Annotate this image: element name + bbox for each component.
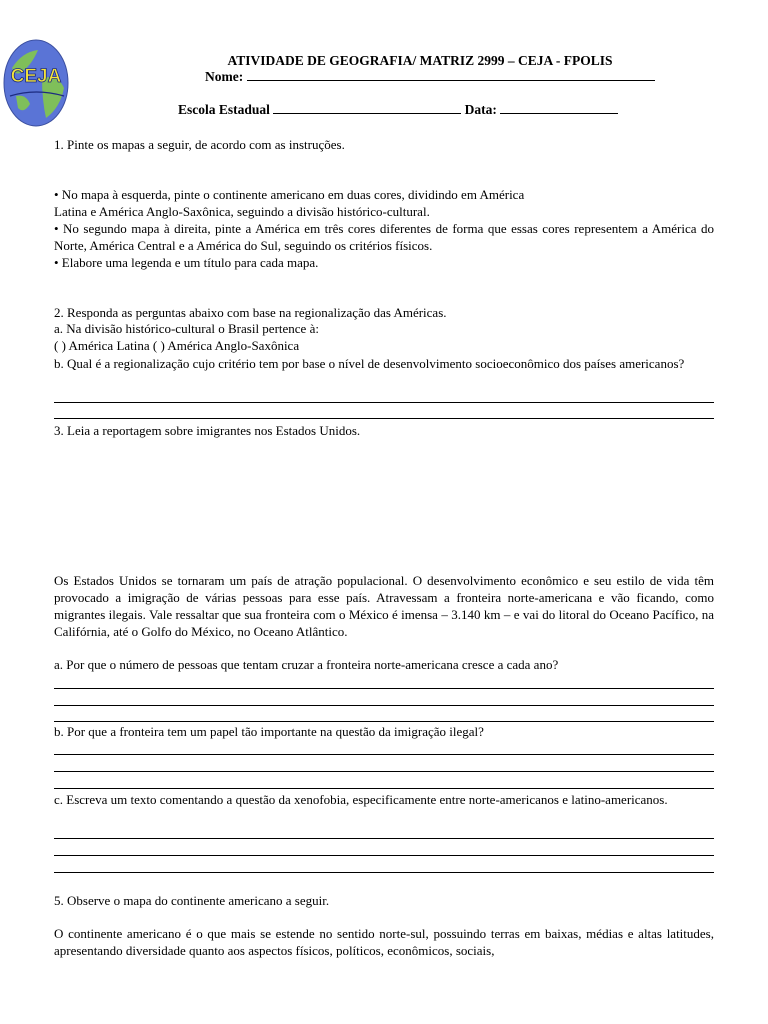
q3-item-a: a. Por que o número de pessoas que tentam cruzar a fronteira norte-americana cresce a cada ano? (54, 657, 559, 672)
logo-text: CEJA (10, 66, 62, 87)
answer-line[interactable] (54, 838, 714, 839)
date-label: Data: (464, 102, 497, 117)
worksheet-title: ATIVIDADE DE GEOGRAFIA/ MATRIZ 2999 – CEJA - FPOLIS (227, 53, 613, 68)
name-label: Nome: (205, 69, 244, 84)
answer-line[interactable] (54, 872, 714, 873)
answer-line[interactable] (54, 402, 714, 403)
q1-bullet-3: • Elabore uma legenda e um título para cada mapa. (54, 255, 319, 270)
q3-item-c: c. Escreva um texto comentando a questão da xenofobia, especificamente entre norte-americanos e latino-americanos. (54, 792, 668, 807)
school-label: Escola Estadual (178, 102, 270, 117)
school-date-row (178, 102, 618, 118)
answer-line[interactable] (54, 754, 714, 755)
answer-line[interactable] (54, 688, 714, 689)
question-5-prompt: 5. Observe o mapa do continente americano a seguir. (54, 893, 330, 908)
q1-bullet-2: • No segundo mapa à direita, pinte a América em três cores diferentes de forma que essas cores representem a América do Norte, América Central e a América do Sul, seguindo os critérios físicos. (54, 221, 714, 253)
date-blank[interactable] (500, 103, 618, 114)
name-row (205, 69, 655, 85)
q1-bullet-1-line-2: Latina e América Anglo-Saxônica, seguindo a divisão histórico-cultural. (54, 204, 430, 219)
answer-line[interactable] (54, 705, 714, 706)
name-blank[interactable] (247, 70, 655, 81)
school-blank[interactable] (273, 103, 461, 114)
q2-item-a: a. Na divisão histórico-cultural o Brasil pertence à: (54, 321, 319, 336)
answer-line[interactable] (54, 788, 714, 789)
answer-line[interactable] (54, 855, 714, 856)
q3-item-b: b. Por que a fronteira tem um papel tão importante na questão da imigração ilegal? (54, 724, 484, 739)
answer-line[interactable] (54, 418, 714, 419)
q2-options[interactable]: ( ) América Latina ( ) América Anglo-Saxônica (54, 338, 300, 353)
q2-item-b: b. Qual é a regionalização cujo critério tem por base o nível de desenvolvimento socioeconômico dos países americanos? (54, 356, 685, 371)
question-3-prompt: 3. Leia a reportagem sobre imigrantes nos Estados Unidos. (54, 423, 361, 438)
q3-article: Os Estados Unidos se tornaram um país de atração populacional. O desenvolvimento econômico e seu estilo de vida têm provocado a imigração de várias pessoas para esse país. Atravessam a fronteira norte-americana e vão ficando, como migrantes ilegais. Vale ressaltar que sua fronteira com o México é imensa – 3.140 km – e vai do litoral do Oceano Pacífico, na Califórnia, até o Golfo do México, no Oceano Atlântico. (54, 573, 714, 639)
ceja-globe-logo (2, 38, 70, 128)
q5-text: O continente americano é o que mais se estende no sentido norte-sul, possuindo terras em baixas, médias e altas latitudes, apresentando diversidade quanto aos aspectos físicos, políticos, econômicos, sociais, (54, 926, 714, 958)
q1-bullet-1-line-1: • No mapa à esquerda, pinte o continente americano em duas cores, dividindo em América (54, 187, 525, 202)
question-1-prompt: 1. Pinte os mapas a seguir, de acordo com as instruções. (54, 137, 345, 152)
answer-line[interactable] (54, 771, 714, 772)
question-2-prompt: 2. Responda as perguntas abaixo com base na regionalização das Américas. (54, 305, 447, 320)
answer-line[interactable] (54, 721, 714, 722)
